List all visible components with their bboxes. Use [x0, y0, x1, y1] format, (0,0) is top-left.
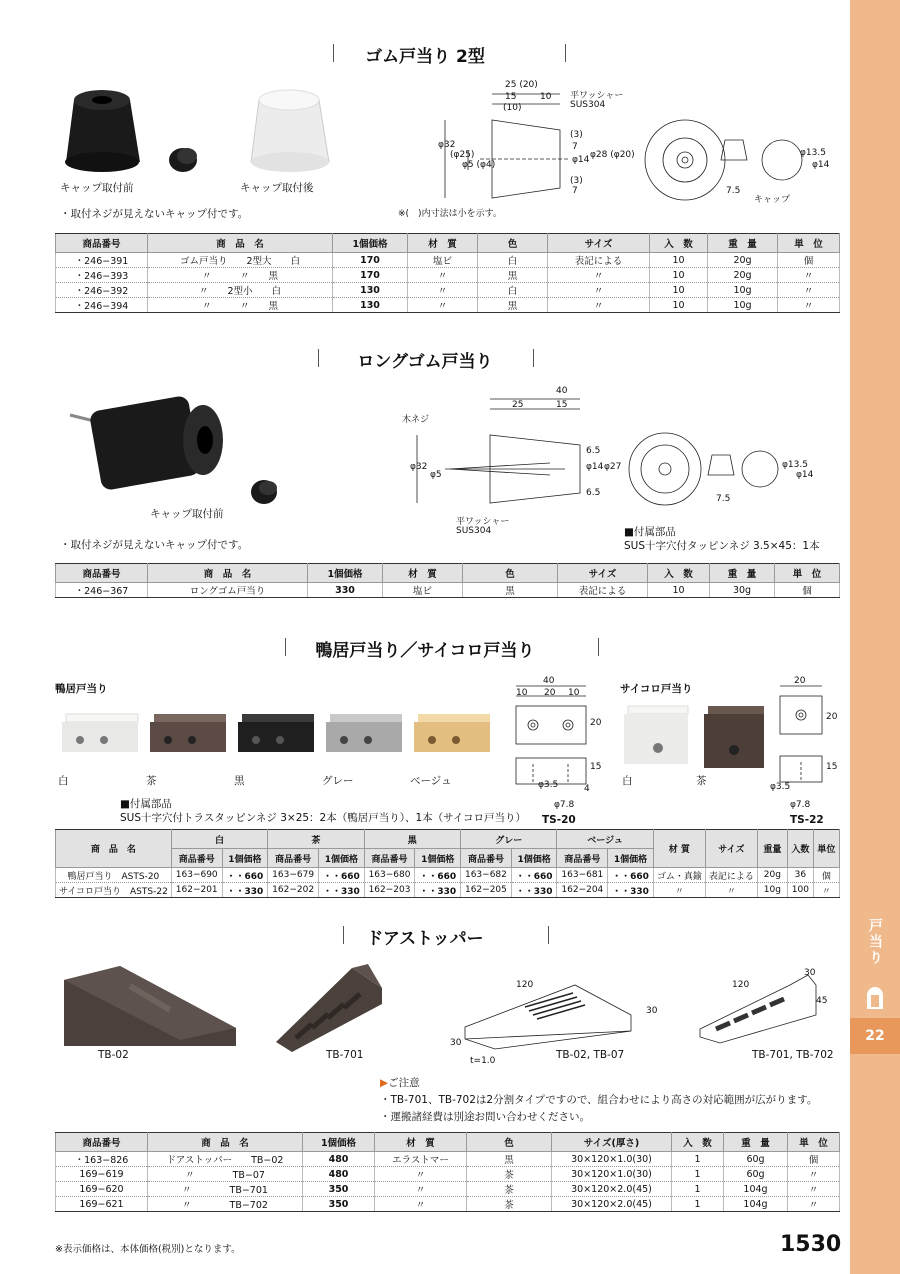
sidebar [850, 0, 900, 1274]
photo-rubber-stopper-white [245, 80, 340, 175]
drawing-tb02-tb07 [455, 975, 645, 1060]
caption-before-cap: キャップ取付前 [60, 182, 134, 194]
door-icon [862, 985, 888, 1011]
photo-long-rubber-stopper [65, 385, 235, 505]
caution-title: ▶ご注意 [380, 1077, 420, 1089]
table-row: サイコロ戸当り ASTS-22 162−201 ・・330 162−202 ・・330 162−203 ・・330 162−205 ・・330 162−204 ・・330 〃 〃 10g 100 〃 [56, 883, 840, 898]
color-gray: グレー [322, 775, 354, 787]
color-white: 白 [58, 775, 69, 787]
saikoro-color-brown: 茶 [696, 775, 707, 787]
caption-long-before-cap: キャップ取付前 [150, 508, 224, 520]
photo-saikoro-swatches [618, 700, 768, 775]
sidebar-page-tab: 22 [850, 1018, 900, 1054]
spec-table-kamoi-saikoro: 商 品 名 白 茶 黒 グレー ベージュ 材 質 サイズ 重量 入数 単位 商品番号 1個価格 商品番号 1個価格 商品番号 1個価格 商品番号 1個価格 商品番号 1個価格 鴨居戸当り ASTS-20 163−690 ・・660 163−679 ・・660 163−680 ・・660 163−682 ・・660 163−681 ・・660 ゴム・真鍮 表記による 20g 36 個 サイコロ戸当り ASTS-22 162−201 ・・330 162−202 ・・330 162−203 ・・330 162−205 ・・330 162−204 ・・330 〃 〃 10g 100 〃 [55, 829, 840, 898]
table-row: 169−621 〃 TB−702 350 〃 茶 30×120×2.0(45) 1 104g 〃 [56, 1197, 840, 1212]
spec-table-long-rubber: 商品番号 商 品 名 1個価格 材 質 色 サイズ 入 数 重 量 単 位 ・246−367 ロングゴム戸当り 330 塩ビ 黒 表記による 10 30g 個 [55, 563, 840, 598]
section2-accessory-title: ■付属部品 [624, 526, 676, 538]
table-row: ・246−394 〃 〃 黒 130 〃 黒 〃 10 10g 〃 [56, 298, 840, 313]
saikoro-label: サイコロ戸当り [620, 683, 693, 695]
section2-note: ・取付ネジが見えないキャップ付です。 [60, 539, 249, 551]
table-row: ・246−367 ロングゴム戸当り 330 塩ビ 黒 表記による 10 30g 個 [56, 583, 840, 598]
section-title-kamoi-saikoro: 鴨居戸当り／サイコロ戸当り [0, 636, 850, 661]
caption-ts20: TS-20 [542, 814, 576, 826]
table-row: 169−620 〃 TB−701 350 〃 茶 30×120×2.0(45) 1 104g 〃 [56, 1182, 840, 1197]
sidebar-category-label: 戸当り [867, 918, 883, 966]
table-row: ・163−826 ドアストッパー TB−02 480 エラストマー 黒 30×120×1.0(30) 1 60g 個 [56, 1152, 840, 1167]
color-brown: 茶 [146, 775, 157, 787]
caption-ts22: TS-22 [790, 814, 824, 826]
table-row: ・246−393 〃 〃 黒 170 〃 黒 〃 10 20g 〃 [56, 268, 840, 283]
photo-cap-black-2 [248, 474, 284, 510]
section2-accessory: SUS十字穴付タッピンネジ 3.5×45：1本 [624, 540, 820, 552]
section1-dim-note: ※( )内寸法は小を示す。 [398, 209, 502, 219]
section1-note: ・取付ネジが見えないキャップ付です。 [60, 208, 249, 220]
photo-tb701 [272, 960, 392, 1055]
caution-2: ・運搬諸経費は別途お問い合わせください。 [380, 1111, 590, 1123]
caption-tb701-tb702: TB-701, TB-702 [752, 1049, 834, 1061]
caption-tb701: TB-701 [326, 1049, 364, 1061]
photo-cap-black [165, 140, 205, 180]
table-row: 鴨居戸当り ASTS-20 163−690 ・・660 163−679 ・・660 163−680 ・・660 163−682 ・・660 163−681 ・・660 ゴム・真鍮 表記による 20g 36 個 [56, 868, 840, 883]
drawing-long-rubber [405, 385, 825, 525]
photo-rubber-stopper-black [60, 80, 150, 175]
color-black: 黒 [234, 775, 245, 787]
table-row: ・246−391 ゴム戸当り 2型大 白 170 塩ビ 白 表記による 10 20g 個 [56, 253, 840, 268]
photo-tb02 [60, 962, 240, 1052]
caption-tb02-tb07: TB-02, TB-07 [556, 1049, 625, 1061]
caution-1: ・TB-701、TB-702は2分割タイプですので、組合わせにより高さの対応範囲が広がります。 [380, 1094, 818, 1106]
saikoro-color-white: 白 [622, 775, 633, 787]
page-number: 1530 [780, 1232, 842, 1257]
section-title-rubber-2: ゴム戸当り 2型 [0, 42, 850, 67]
photo-kamoi-color-swatches [58, 712, 498, 762]
spec-table-door-stopper: 商品番号 商 品 名 1個価格 材 質 色 サイズ(厚さ) 入 数 重 量 単 位 ・163−826 ドアストッパー TB−02 480 エラストマー 黒 30×120×1.0(30) 1 60g 個 169−619 〃 TB−07 480 〃 茶 30×120×1.0(30) 1 60g 〃 169−620 〃 TB−701 350 〃 茶 30×120×2.0(45) 1 104g 〃 169−621 〃 TB−702 350 〃 茶 30×120×2.0(45) 1 104g 〃 [55, 1132, 840, 1212]
kamoi-label: 鴨居戸当り [55, 683, 108, 695]
drawing-tb701-tb702 [690, 965, 840, 1050]
table-row: ・246−392 〃 2型小 白 130 〃 白 〃 10 10g 〃 [56, 283, 840, 298]
section-title-door-stopper: ドアストッパー [0, 924, 850, 949]
triangle-icon: ▶ [380, 1077, 389, 1089]
color-beige: ベージュ [410, 775, 452, 787]
section3-accessory-title: ■付属部品 [120, 798, 172, 810]
section3-accessory: SUS十字穴付トラスタッピンネジ 3×25：2本（鴨居戸当り）、1本（サイコロ戸当り） [120, 812, 527, 824]
table-row: 169−619 〃 TB−07 480 〃 茶 30×120×1.0(30) 1 60g 〃 [56, 1167, 840, 1182]
spec-table-rubber-2: 商品番号 商 品 名 1個価格 材 質 色 サイズ 入 数 重 量 単 位 ・246−391 ゴム戸当り 2型大 白 170 塩ビ 白 表記による 10 20g 個 ・246−393 〃 〃 黒 170 〃 黒 〃 10 20g 〃 ・246−392 〃 2型小 白 130 〃 白 〃 10 10g 〃 ・246−394 〃 〃 黒 130 〃 黒 〃 10 10g 〃 [55, 233, 840, 313]
section-title-long-rubber: ロングゴム戸当り [0, 347, 850, 372]
caption-tb02: TB-02 [98, 1049, 129, 1061]
caption-after-cap: キャップ取付後 [240, 182, 314, 194]
footer-note: ※表示価格は、本体価格(税別)となります。 [55, 1244, 241, 1255]
